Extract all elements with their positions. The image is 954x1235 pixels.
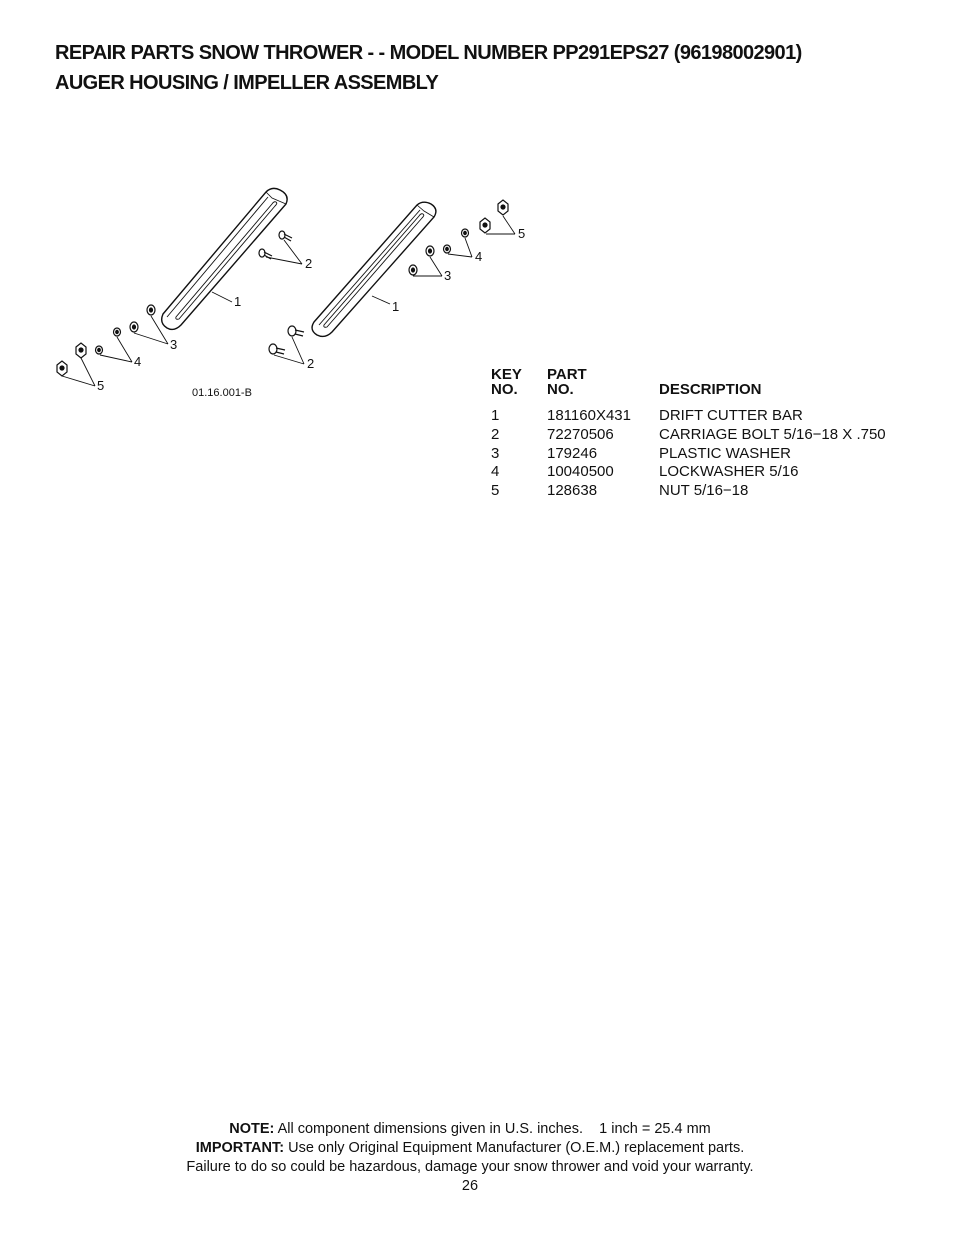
part-no: 72270506 xyxy=(547,425,614,443)
exploded-parts-diagram xyxy=(40,180,540,420)
description: CARRIAGE BOLT 5/16−18 X .750 xyxy=(659,425,886,443)
right-lockwashers xyxy=(444,229,469,253)
table-row xyxy=(491,482,886,501)
table-row xyxy=(491,445,886,464)
figure-code: 01.16.001-B xyxy=(192,387,252,399)
note-line xyxy=(0,1120,940,1139)
callout-right-nut: 5 xyxy=(518,226,526,241)
description: DRIFT CUTTER BAR xyxy=(659,407,803,424)
description: LOCKWASHER 5/16 xyxy=(659,463,799,481)
description: NUT 5/16−18 xyxy=(659,482,749,500)
table-row xyxy=(491,463,886,482)
important-text: Use only Original Equipment Manufacturer (O.E.M.) replacement parts. xyxy=(288,1140,745,1156)
table-row xyxy=(491,407,886,426)
page-footer xyxy=(0,1120,940,1196)
key-no: 1 xyxy=(491,407,500,424)
left-plastic-washers xyxy=(130,305,155,332)
note-label: NOTE: xyxy=(229,1121,275,1137)
callout-right-bar: 1 xyxy=(392,299,400,314)
page-title xyxy=(55,38,935,98)
callout-right-bolt: 2 xyxy=(307,356,315,371)
part-no: 179246 xyxy=(547,444,598,462)
table-row xyxy=(491,426,886,445)
title-line-2: AUGER HOUSING / IMPELLER ASSEMBLY xyxy=(55,72,439,94)
part-no: 128638 xyxy=(547,482,598,500)
right-carriage-bolts xyxy=(269,326,304,354)
important-line xyxy=(0,1139,940,1158)
callout-left-nut: 5 xyxy=(97,378,105,393)
important-label: IMPORTANT: xyxy=(195,1140,285,1156)
callout-left-bar: 1 xyxy=(234,294,242,309)
header-key-no: KEY NO. xyxy=(491,366,522,398)
key-no: 2 xyxy=(491,425,500,443)
key-no: 5 xyxy=(491,482,500,500)
key-no: 4 xyxy=(491,463,500,481)
right-plastic-washers xyxy=(409,246,434,275)
callout-right-washer: 3 xyxy=(444,268,452,283)
left-lockwashers xyxy=(96,328,121,354)
description: PLASTIC WASHER xyxy=(659,444,791,462)
header-description: DESCRIPTION xyxy=(659,381,762,398)
callout-left-bolt: 2 xyxy=(305,256,313,271)
leader-lines xyxy=(62,216,515,386)
title-line-1: REPAIR PARTS SNOW THROWER - - MODEL NUMBER PP291EPS27 (96198002901) xyxy=(55,42,802,64)
note-text: All component dimensions given in U.S. inches. 1 inch = 25.4 mm xyxy=(277,1121,711,1137)
callout-left-washer: 3 xyxy=(170,337,178,352)
page-number: 26 xyxy=(461,1178,479,1194)
callout-left-lockwasher: 4 xyxy=(134,354,142,369)
parts-list xyxy=(491,367,886,501)
key-no: 3 xyxy=(491,444,500,462)
left-carriage-bolts xyxy=(259,231,292,259)
part-no: 181160X431 xyxy=(547,407,631,424)
header-part-no: PART NO. xyxy=(547,366,587,398)
warning-line: Failure to do so could be hazardous, damage your snow thrower and void your warranty. xyxy=(186,1159,754,1175)
parts-table xyxy=(491,367,886,501)
left-drift-cutter-bar xyxy=(162,188,287,329)
part-no: 10040500 xyxy=(547,463,614,481)
callout-right-lockwasher: 4 xyxy=(475,249,483,264)
